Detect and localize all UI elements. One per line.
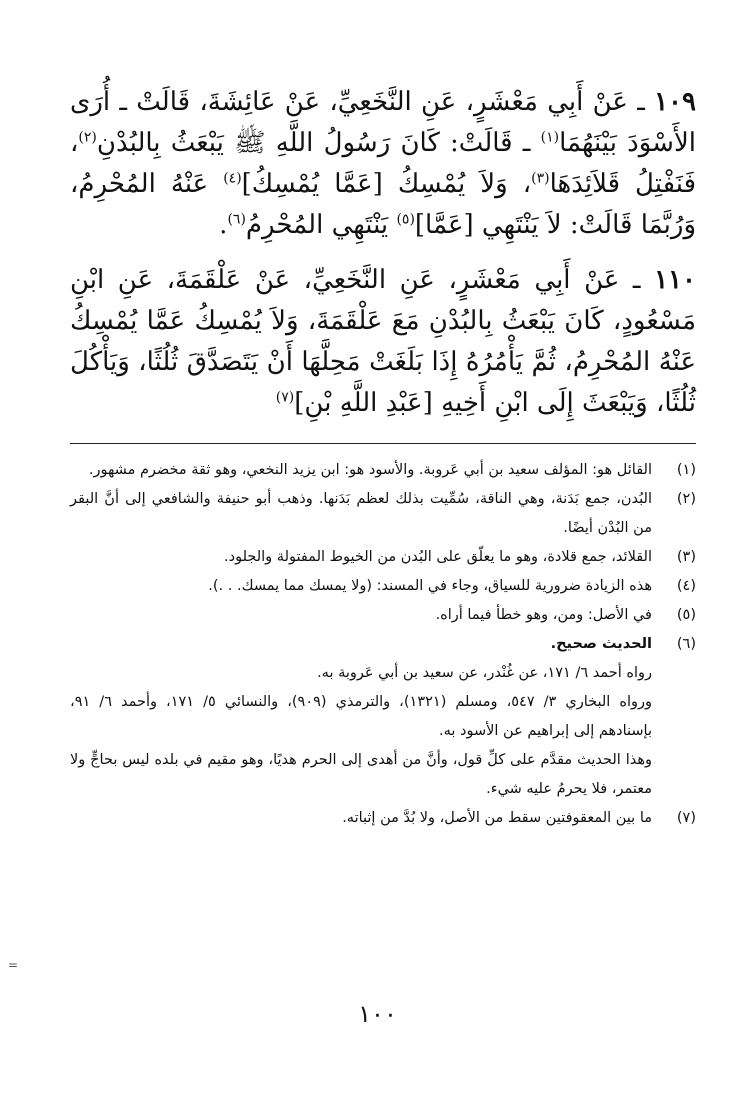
hadith-number: ١٠٩	[654, 87, 696, 117]
footnote-number: (٢)	[676, 491, 696, 507]
page-number: ١٠٠	[358, 1000, 397, 1028]
footnote-marker[interactable]: (٣)	[531, 170, 550, 187]
footnote-4	[70, 572, 696, 601]
hadith-109	[70, 82, 696, 246]
hadith-text: ـ قَالَتْ: كَانَ رَسُولُ اللَّهِ ﷺ يَبْعَثُ بِالبُدْنِ	[96, 128, 531, 158]
footnote-5	[70, 601, 696, 630]
main-text	[70, 82, 696, 438]
footnote-6	[70, 630, 696, 659]
footnote-text: الحديث صحيح.	[550, 636, 652, 652]
hadith-text: ، وَلاَ يُمْسِكُ [عَمَّا يُمْسِكُ]	[241, 169, 532, 199]
footnote-marker[interactable]: (١)	[540, 129, 560, 146]
footnote-text: هذه الزيادة ضرورية للسياق، وجاء في المسند: (ولا يمسك مما يمسك. . .).	[208, 578, 652, 594]
hadith-text: ـ عَنْ أَبِي مَعْشَرٍ، عَنِ النَّخَعِيِّ، عَنْ عَلْقَمَةَ، عَنِ ابْنِ مَسْعُودٍ، كَانَ يَبْعَثُ بِالبُدْنِ مَعَ عَلْقَمَةَ، وَلاَ يُمْسِكُ عَمَّا يُمْسِكُ عَنْهُ المُحْرِمُ، ثُمَّ يَأْمُرُهُ إِذَا بَلَغَتْ مَحِلَّهَا أَنْ يَتَصَدَّقَ ثُلُثًا، وَيَأْكُلَ ثُلُثًا، وَيَبْعَثَ إِلَى ابْنِ أَخِيهِ [عَبْدِ اللَّهِ بْنِ]	[70, 265, 696, 418]
hadith-110	[70, 260, 696, 424]
footnotes	[70, 456, 696, 833]
footnote-divider	[70, 443, 696, 444]
footnote-number: (٧)	[676, 810, 696, 826]
footnote-marker[interactable]: (٧)	[275, 389, 295, 406]
footnote-text: البُدن، جمع بَدَنة، وهي الناقة، سُمِّيت بذلك لعظم بَدَنها. وذهب أبو حنيفة والشافعي إلى أنَّ البقر من البُدْن أيضًا.	[70, 491, 652, 536]
hadith-number: ١١٠	[654, 265, 696, 295]
footnote-marker[interactable]: (٦)	[227, 211, 246, 228]
footnote-number: (٦)	[676, 636, 696, 652]
footnote-number: (٤)	[676, 578, 696, 594]
footnote-6-line: وهذا الحديث مقدَّم على كلِّ قول، وأنَّ من أهدى إلى الحرم هديًا، وهو مقيم في بلده ليس بحاجٍّ ولا معتمر، فلا يحرمُ عليه شيء.	[70, 752, 652, 797]
hadith-text: يَنْتَهِي المُحْرِمُ	[245, 210, 389, 240]
footnote-marker[interactable]: (٥)	[396, 211, 415, 228]
footnote-text: القائل هو: المؤلف سعيد بن أبي عَروبة. والأسود هو: ابن يزيد النخعي، وهو ثقة مخضرم مشهور.	[88, 462, 652, 478]
hadith-text: ـ عَنْ أَبِي مَعْشَرٍ، عَنِ النَّخَعِيِّ، عَنْ عَائِشَةَ، قَالَتْ ـ أُرَى الأَسْوَدَ بَيْنَهُمَا	[70, 87, 697, 158]
footnote-7	[70, 804, 696, 833]
hadith-text: ، فَنَفْتِلُ قَلاَئِدَهَا	[70, 128, 697, 199]
footnote-3	[70, 543, 696, 572]
footnote-number: (١)	[676, 462, 696, 478]
footnote-2	[70, 485, 696, 543]
footnote-number: (٥)	[676, 607, 696, 623]
footnote-marker[interactable]: (٤)	[223, 170, 242, 187]
footnote-marker[interactable]: (٢)	[78, 129, 97, 146]
footnote-6-line: ورواه البخاري ٣/ ٥٤٧، ومسلم (١٣٢١)، والترمذي (٩٠٩)، والنسائي ٥/ ١٧١، وأحمد ٦/ ٩١، بإسنادهم إلى إبراهيم عن الأسود به.	[70, 694, 652, 739]
hadith-text: عَنْهُ المُحْرِمُ، وَرُبَّمَا قَالَتْ: لاَ يَنْتَهِي [عَمَّا]	[70, 169, 696, 240]
footnote-text: القلائد، جمع قلادة، وهو ما يعلّق على البُدن من الخيوط المفتولة والجلود.	[224, 549, 652, 565]
footnote-text: ما بين المعقوفتين سقط من الأصل، ولا بُدَّ من إثباته.	[342, 810, 652, 826]
footnote-1	[70, 456, 696, 485]
footnote-text: في الأصل: ومن، وهو خطأ فيما أراه.	[435, 607, 652, 623]
footnote-number: (٣)	[676, 549, 696, 565]
footnote-6-line: رواه أحمد ٦/ ١٧١، عن غُنْدر، عن سعيد بن أبي عَروبة به.	[317, 665, 652, 681]
hadith-text: .	[219, 210, 228, 240]
margin-mark: =	[8, 958, 19, 972]
